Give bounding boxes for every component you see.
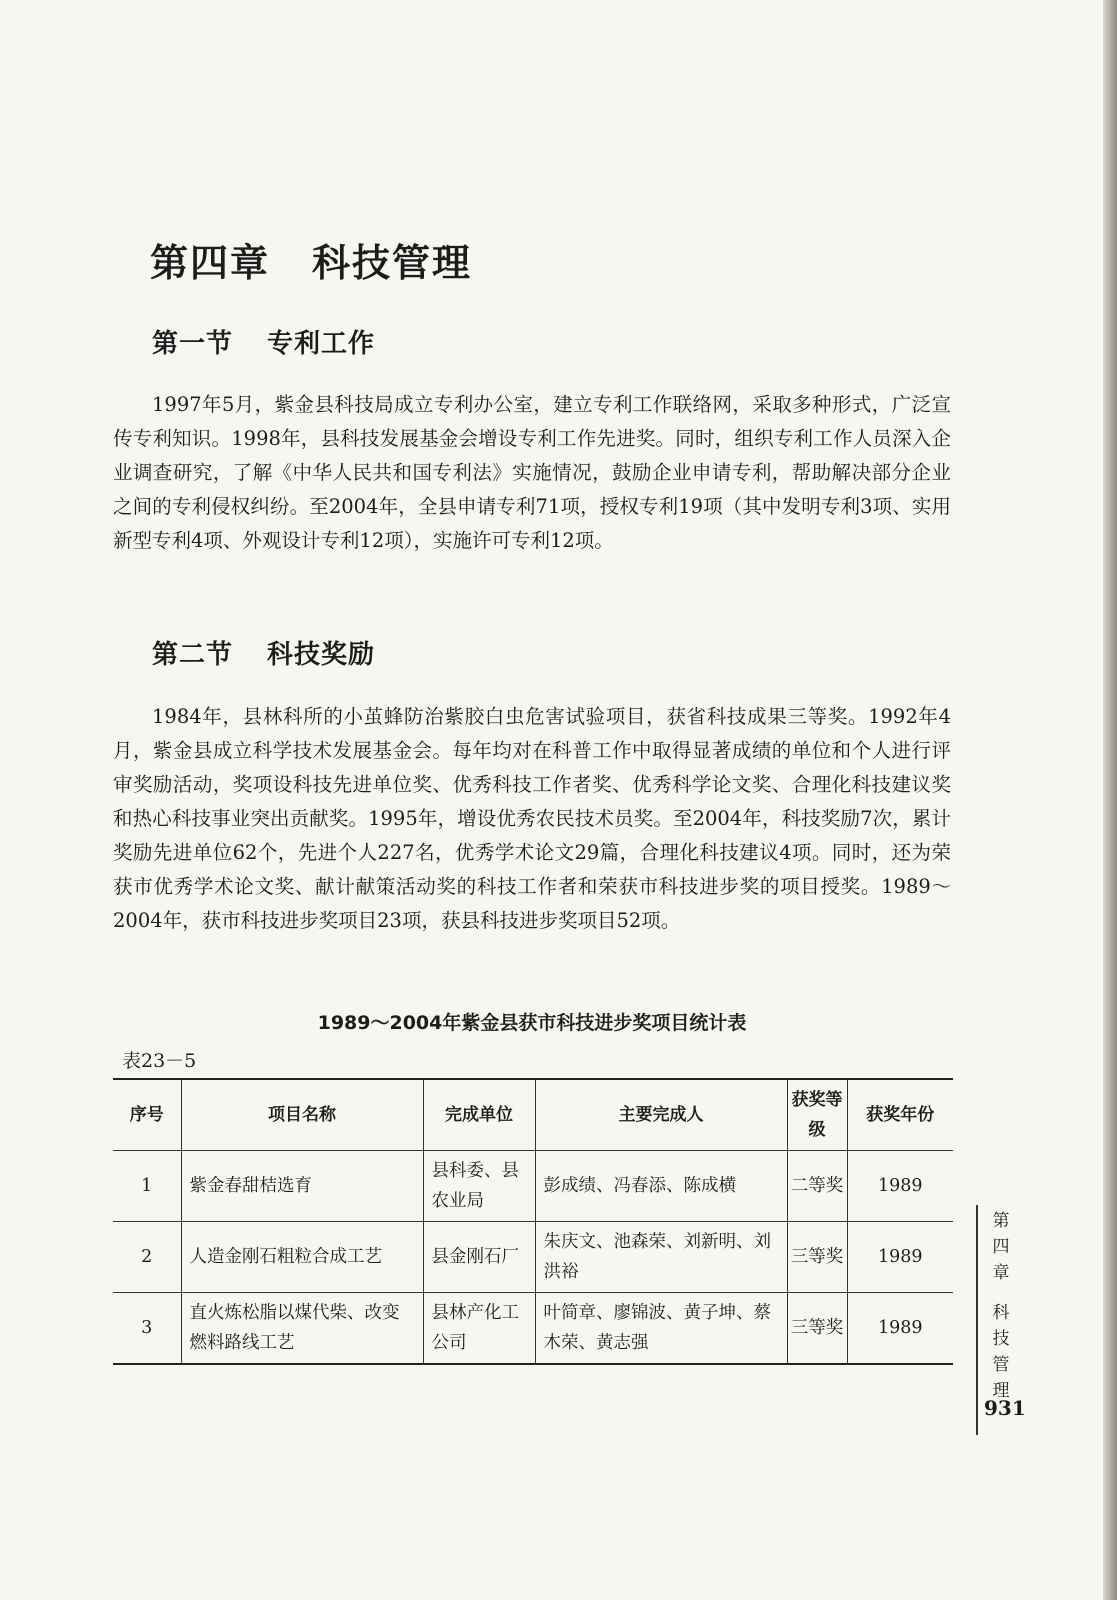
cell-year: 1989: [847, 1151, 953, 1222]
section-name: 科技奖励: [267, 640, 376, 670]
table-row: [113, 1222, 953, 1293]
cell-people: 彭成绩、冯春添、陈成横: [535, 1151, 787, 1222]
section-number: 第一节: [152, 329, 234, 359]
section-number: 第二节: [152, 640, 234, 670]
awards-table: [113, 1078, 953, 1365]
header-project: 项目名称: [181, 1079, 423, 1151]
page-number: 931: [984, 1396, 1026, 1420]
cell-project: 人造金刚石粗粒合成工艺: [181, 1222, 423, 1293]
header-year: 获奖年份: [847, 1079, 953, 1151]
table-label: 表23－5: [122, 1050, 197, 1072]
header-level: 获奖等级: [787, 1079, 847, 1151]
cell-unit: 县科委、县农业局: [423, 1151, 535, 1222]
cell-no: 3: [113, 1293, 181, 1365]
margin-chapter-number: 第四章: [992, 1211, 1010, 1283]
cell-year: 1989: [847, 1222, 953, 1293]
cell-no: 1: [113, 1151, 181, 1222]
awards-paragraph: 1984年，县林科所的小茧蜂防治紫胶白虫危害试验项目，获省科技成果三等奖。1992年4月，紫金县成立科学技术发展基金会。每年均对在科普工作中取得显著成绩的单位和个人进行评审奖励活动，奖项设科技先进单位奖、优秀科技工作者奖、优秀科学论文奖、合理化科技建议奖和热心科技事业突出贡献奖。1995年，增设优秀农民技术员奖。至2004年，科技奖励7次，累计奖励先进单位62个，先进个人227名，优秀学术论文29篇，合理化科技建议4项。同时，还为荣获市优秀学术论文奖、献计献策活动奖的科技工作者和荣获市科技进步奖的项目授奖。1989～2004年，获市科技进步奖项目23项，获县科技进步奖项目52项。: [113, 705, 951, 932]
margin-chapter-label: [989, 1208, 1013, 1404]
header-no: 序号: [113, 1079, 181, 1151]
table-row: [113, 1293, 953, 1365]
header-unit: 完成单位: [423, 1079, 535, 1151]
chapter-name: 科技管理: [312, 240, 473, 285]
margin-rule: [976, 1205, 978, 1435]
table-header-row: [113, 1079, 953, 1151]
section-name: 专利工作: [267, 329, 376, 359]
cell-project: 直火炼松脂以煤代柴、改变燃料路线工艺: [181, 1293, 423, 1365]
section-title-patent: [152, 323, 375, 360]
cell-no: 2: [113, 1222, 181, 1293]
cell-level: 三等奖: [787, 1293, 847, 1365]
margin-chapter-title: 科技管理: [992, 1303, 1010, 1401]
cell-project: 紫金春甜桔选育: [181, 1151, 423, 1222]
chapter-title: [150, 232, 472, 287]
cell-level: 二等奖: [787, 1151, 847, 1222]
patent-paragraph: 1997年5月，紫金县科技局成立专利办公室，建立专利工作联络网，采取多种形式，广泛宣传专利知识。1998年，县科技发展基金会增设专利工作先进奖。同时，组织专利工作人员深入企业调查研究，了解《中华人民共和国专利法》实施情况，鼓励企业申请专利，帮助解决部分企业之间的专利侵权纠纷。至2004年，全县申请专利71项，授权专利19项（其中发明专利3项、实用新型专利4项、外观设计专利12项），实施许可专利12项。: [113, 393, 951, 552]
table-caption: 1989～2004年紫金县获市科技进步奖项目统计表: [317, 1012, 747, 1034]
cell-year: 1989: [847, 1293, 953, 1365]
cell-people: 叶简章、廖锦波、黄子坤、蔡木荣、黄志强: [535, 1293, 787, 1365]
cell-level: 三等奖: [787, 1222, 847, 1293]
chapter-number: 第四章: [150, 240, 271, 285]
cell-people: 朱庆文、池森荣、刘新明、刘洪裕: [535, 1222, 787, 1293]
cell-unit: 县金刚石厂: [423, 1222, 535, 1293]
table-row: [113, 1151, 953, 1222]
page-edge: [1103, 0, 1117, 1600]
section-title-awards: [152, 634, 375, 671]
header-people: 主要完成人: [535, 1079, 787, 1151]
cell-unit: 县林产化工公司: [423, 1293, 535, 1365]
